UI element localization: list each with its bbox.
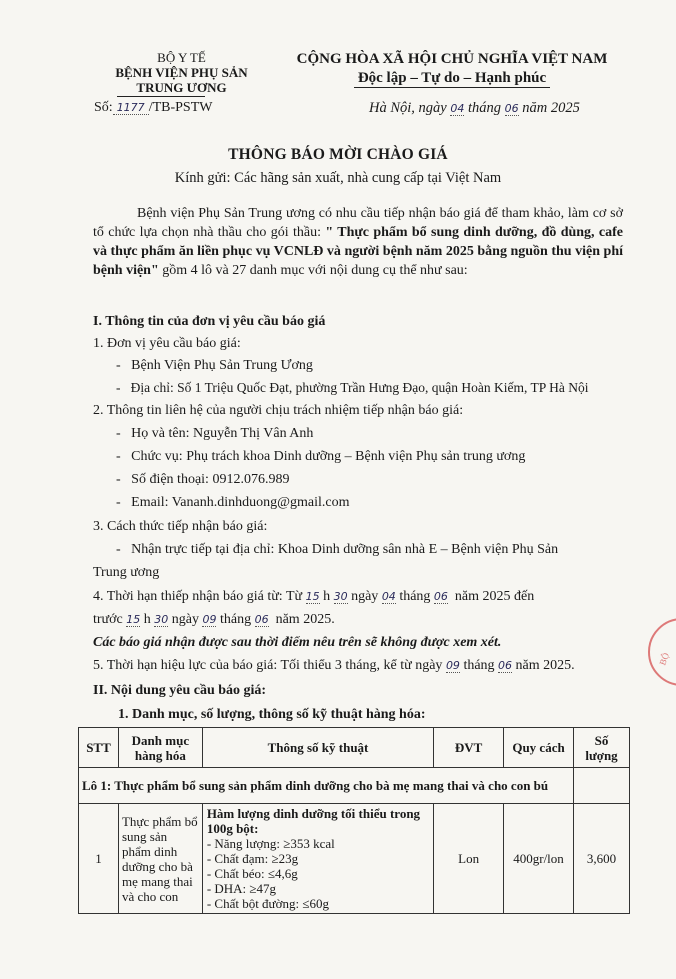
recipient-line: Kính gửi: Các hãng sản xuất, nhà cung cấp tại Việt Nam: [174, 170, 502, 186]
col-header-item: Danh mục hàng hóa: [118, 728, 202, 768]
row-1-stt: 1: [79, 804, 119, 914]
goods-table: [78, 727, 630, 914]
col-header-spec: Thông số kỹ thuật: [202, 728, 433, 768]
package-name: " Thực phẩm bổ sung dinh dưỡng, đồ dùng, cafe và thực phẩm ăn liền phục vụ VCNLĐ và người bệnh năm 2025 bằng nguồn thu viện phí bệnh viện": [93, 225, 623, 278]
item-4-continued: trước 15 h 30 ngày 09 tháng 06 năm 2025.: [93, 612, 335, 627]
col-header-qty: Số lượng: [574, 728, 630, 768]
intro-paragraph: Bệnh viện Phụ Sản Trung ương có nhu cầu tiếp nhận báo giá để tham khảo, làm cơ sở tổ chức lựa chọn nhà thầu cho gói thầu: " Thực phẩm bổ sung dinh dưỡng, đồ dùng, cafe và thực phẩm ăn liền phục vụ VCNLĐ và người bệnh năm 2025 bằng nguồn thu viện phí bệnh viện" gồm 4 lô và 27 danh mục với nội dung cụ thể như sau:: [93, 206, 623, 278]
row-1-qty: 3,600: [574, 804, 630, 914]
section-2-heading: II. Nội dung yêu cầu báo giá:: [93, 683, 267, 698]
item-2d: - Email: Vananh.dinhduong@gmail.com: [116, 495, 350, 510]
republic-name: CỘNG HÒA XÃ HỘI CHỦ NGHĨA VIỆT NAM: [296, 51, 608, 67]
col-header-unit: ĐVT: [434, 728, 504, 768]
spec-line: - Năng lượng: ≥353 kcal: [206, 836, 335, 851]
row-1-product: Thực phẩm bổ sung sản phẩm dinh dưỡng cho bà mẹ mang thai và cho con: [118, 804, 202, 914]
item-2b: - Chức vụ: Phụ trách khoa Dinh dưỡng – Bệnh viện Phụ sản trung ương: [116, 449, 526, 464]
page-title: THÔNG BÁO MỜI CHÀO GIÁ: [228, 146, 448, 163]
doc-number-handwritten: 1177: [113, 101, 149, 115]
item-3: 3. Cách thức tiếp nhận báo giá:: [93, 519, 268, 534]
lot-1-label: Lô 1: Thực phẩm bổ sung sản phẩm dinh dưỡng cho bà mẹ mang thai và cho con bú: [79, 768, 574, 804]
document-number: Số: 1177 /TB-PSTW: [94, 100, 213, 115]
subsection-goods-list: 1. Danh mục, số lượng, thông số kỹ thuật hàng hóa:: [118, 707, 426, 722]
issuer-underline: [117, 96, 205, 97]
ministry-name: BỘ Y TẾ: [157, 50, 206, 65]
spec-line: - Chất béo: ≤4,6g: [206, 866, 298, 881]
red-stamp: BỘ: [648, 618, 676, 686]
item-3a: - Nhận trực tiếp tại địa chỉ: Khoa Dinh dưỡng sân nhà E – Bệnh viện Phụ Sản: [116, 542, 559, 557]
national-header: [292, 50, 612, 87]
lot-1-empty: [574, 768, 630, 804]
item-1a: - Bệnh Viện Phụ Sản Trung Ương: [116, 358, 313, 373]
national-motto: Độc lập – Tự do – Hạnh phúc: [357, 70, 547, 86]
table-row: [79, 804, 630, 914]
lot-row: [79, 768, 630, 804]
item-3a-continued: Trung ương: [93, 565, 160, 580]
spec-line: - Chất bột đường: ≤60g: [206, 896, 329, 911]
item-1: 1. Đơn vị yêu cầu báo giá:: [93, 336, 241, 351]
item-2c: - Số điện thoại: 0912.076.989: [116, 472, 290, 487]
item-2a: - Họ và tên: Nguyễn Thị Vân Anh: [116, 426, 314, 441]
item-5: 5. Thời hạn hiệu lực của báo giá: Tối thiểu 3 tháng, kể từ ngày 09 tháng 06 năm 2025.: [93, 658, 575, 673]
table-header-row: [79, 728, 630, 768]
row-1-unit: Lon: [434, 804, 504, 914]
hospital-name: BỆNH VIỆN PHỤ SẢN TRUNG ƯƠNG: [115, 65, 248, 95]
item-1b: - Địa chỉ: Số 1 Triệu Quốc Đạt, phường Trần Hưng Đạo, quận Hoàn Kiếm, TP Hà Nội: [116, 380, 589, 395]
col-header-stt: STT: [79, 728, 119, 768]
item-4: 4. Thời hạn thiếp nhận báo giá từ: Từ 15 h 30 ngày 04 tháng 06 năm 2025 đến: [93, 589, 535, 604]
row-1-pack: 400gr/lon: [504, 804, 574, 914]
row-1-spec: [202, 804, 433, 914]
section-1-heading: I. Thông tin của đơn vị yêu cầu báo giá: [93, 314, 326, 329]
item-2: 2. Thông tin liên hệ của người chịu trách nhiệm tiếp nhận báo giá:: [93, 403, 464, 418]
deadline-warning: Các báo giá nhận được sau thời điểm nêu trên sẽ không được xem xét.: [93, 635, 502, 650]
issuer-block: [94, 50, 269, 95]
motto-underline: [354, 87, 550, 88]
spec-title: Hàm lượng dinh dưỡng tối thiểu trong 100g bột:: [206, 806, 421, 836]
spec-line: - DHA: ≥47g: [206, 881, 277, 896]
issue-date: Hà Nội, ngày 04 tháng 06 năm 2025: [369, 100, 580, 116]
col-header-pack: Quy cách: [504, 728, 574, 768]
spec-line: - Chất đạm: ≥23g: [206, 851, 299, 866]
